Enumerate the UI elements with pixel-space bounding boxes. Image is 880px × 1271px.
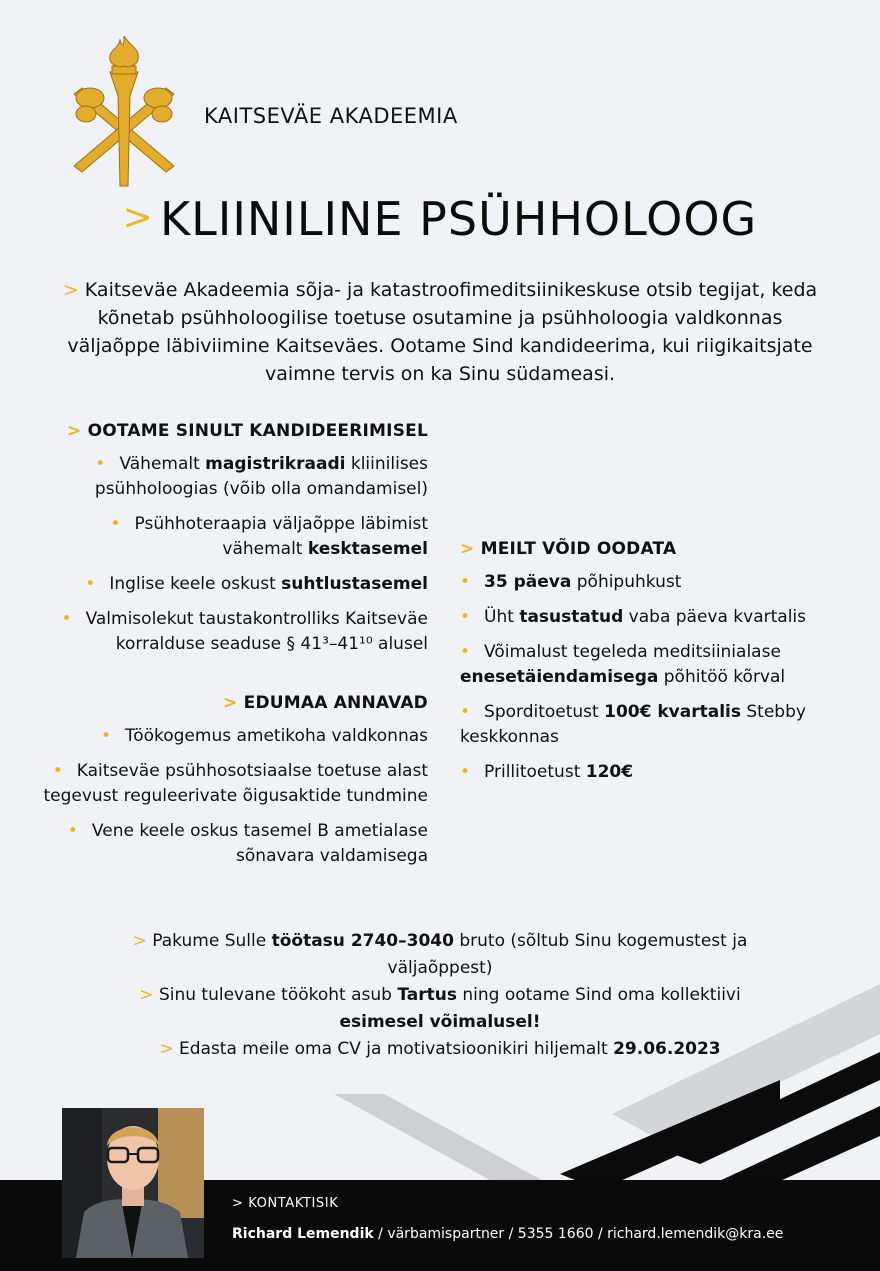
item-text-end: põhipuhkust	[571, 572, 682, 592]
job-title-text: KLIINILINE PSÜHHOLOOG	[159, 192, 758, 246]
requirements-arrow: >	[67, 421, 82, 441]
job-title	[0, 192, 880, 246]
advantages-arrow: >	[223, 693, 238, 713]
salary-pre: Pakume Sulle	[152, 931, 272, 951]
deadline-pre: Edasta meile oma CV ja motivatsioonikiri hiljemalt	[179, 1039, 614, 1059]
bullet-icon: •	[95, 454, 106, 474]
person-portrait-icon	[62, 1108, 204, 1258]
benefits-arrow: >	[460, 539, 475, 559]
item-text: Kaitseväe psühhosotsiaalse toetuse alast tegevust reguleerivate õigusaktide tundmine	[43, 761, 428, 806]
item-bold-text: 100€ kvartalis	[604, 702, 741, 722]
item-text: Võimalust tegeleda meditsiinialase	[484, 642, 781, 662]
list-item	[36, 759, 428, 809]
item-text: Sporditoetust	[484, 702, 605, 722]
bullet-icon: •	[460, 572, 471, 592]
contact-photo	[62, 1108, 204, 1258]
salary-amount: töötasu 2740–3040	[271, 931, 454, 951]
requirements-list	[36, 452, 428, 657]
advantages-title	[36, 692, 428, 714]
list-item	[36, 512, 428, 562]
list-item	[36, 724, 428, 749]
item-bold-text: tasustatud	[519, 607, 624, 627]
list-item	[460, 640, 850, 690]
kaitsevae-akadeemia-logo	[68, 36, 180, 192]
benefits-title-text: MEILT VÕID OODATA	[480, 539, 677, 559]
location-city: Tartus	[397, 985, 457, 1005]
list-item	[460, 570, 850, 595]
item-text-end: põhitöö kõrval	[658, 667, 786, 687]
salary-post: bruto (sõltub Sinu kogemustest ja väljaõppest)	[387, 931, 748, 978]
bullet-icon: •	[61, 609, 72, 629]
item-bold-text: 120€	[585, 762, 634, 782]
advantages-title-text: EDUMAA ANNAVAD	[243, 693, 428, 713]
list-item	[460, 700, 850, 750]
item-text: Psühhoteraapia väljaõppe läbimist vähemalt	[134, 514, 428, 559]
item-text-end: kliinilises psühholoogias (võib olla omandamisel)	[94, 454, 428, 499]
list-item	[36, 607, 428, 657]
org-name: KAITSEVÄE AKADEEMIA	[204, 104, 458, 128]
salary-arrow: >	[132, 931, 147, 951]
item-text: Vene keele oskus tasemel B ametialase sõnavara valdamisega	[91, 821, 428, 866]
bullet-icon: •	[67, 821, 78, 841]
item-text: Prillitoetust	[484, 762, 586, 782]
intro-paragraph	[60, 276, 820, 388]
list-item	[36, 819, 428, 869]
bullet-icon: •	[85, 574, 96, 594]
item-text: Vähemalt	[119, 454, 206, 474]
benefits-section	[460, 538, 850, 785]
deadline-arrow: >	[159, 1039, 174, 1059]
location-mid: ning ootame Sind oma kollektiivi	[456, 985, 741, 1005]
deadline-date: 29.06.2023	[613, 1039, 721, 1059]
requirements-title-text: OOTAME SINULT KANDIDEERIMISEL	[87, 421, 428, 441]
requirements-section	[36, 420, 428, 657]
location-pre: Sinu tulevane töökoht asub	[158, 985, 398, 1005]
item-bold-text: kesktasemel	[307, 539, 428, 559]
benefits-title	[460, 538, 850, 560]
intro-arrow: >	[62, 279, 79, 301]
item-bold-text: magistrikraadi	[205, 454, 346, 474]
list-item	[460, 760, 850, 785]
bullet-icon: •	[460, 762, 471, 782]
item-bold-text: enesetäiendamisega	[460, 667, 659, 687]
list-item	[36, 572, 428, 597]
contact-details: / värbamispartner / 5355 1660 / richard.lemendik@kra.ee	[373, 1226, 784, 1242]
title-arrow: >	[122, 197, 154, 238]
bullet-icon: •	[101, 726, 112, 746]
advantages-section	[36, 692, 428, 869]
requirements-title	[36, 420, 428, 442]
contact-label: > KONTAKTISIK	[232, 1196, 339, 1211]
bullet-icon: •	[460, 607, 471, 627]
benefits-list	[460, 570, 850, 785]
list-item	[36, 452, 428, 502]
bullet-icon: •	[52, 761, 63, 781]
bullet-icon: •	[460, 642, 471, 662]
bullet-icon: •	[110, 514, 121, 534]
item-text: Inglise keele oskust	[109, 574, 282, 594]
item-text: Valmisolekut taustakontrolliks Kaitseväe korralduse seaduse § 41³–41¹⁰ alusel	[85, 609, 428, 654]
location-asap: esimesel võimalusel!	[339, 1012, 541, 1032]
item-bold-text: 35 päeva	[484, 572, 572, 592]
item-text: Üht	[484, 607, 520, 627]
location-arrow: >	[139, 985, 154, 1005]
item-text-end: Stebby keskkonnas	[460, 702, 806, 747]
contact-line	[232, 1226, 783, 1242]
advantages-list	[36, 724, 428, 869]
contact-name: Richard Lemendik	[232, 1226, 374, 1242]
item-bold-text: suhtlustasemel	[281, 574, 428, 594]
bullet-icon: •	[460, 702, 471, 722]
list-item	[460, 605, 850, 630]
item-text: Töökogemus ametikoha valdkonnas	[125, 726, 428, 746]
intro-text: Kaitseväe Akadeemia sõja- ja katastroofimeditsiinikeskuse otsib tegijat, keda kõnetab psühholoogilise toetuse osutamine ja psühholoogia valdkonnas väljaõppe läbiviimine Kaitseväes. Ootame Sind kandideerima, kui riigikaitsjate vaimne tervis on ka Sinu südameasi.	[67, 279, 818, 385]
item-text-end: vaba päeva kvartalis	[623, 607, 807, 627]
